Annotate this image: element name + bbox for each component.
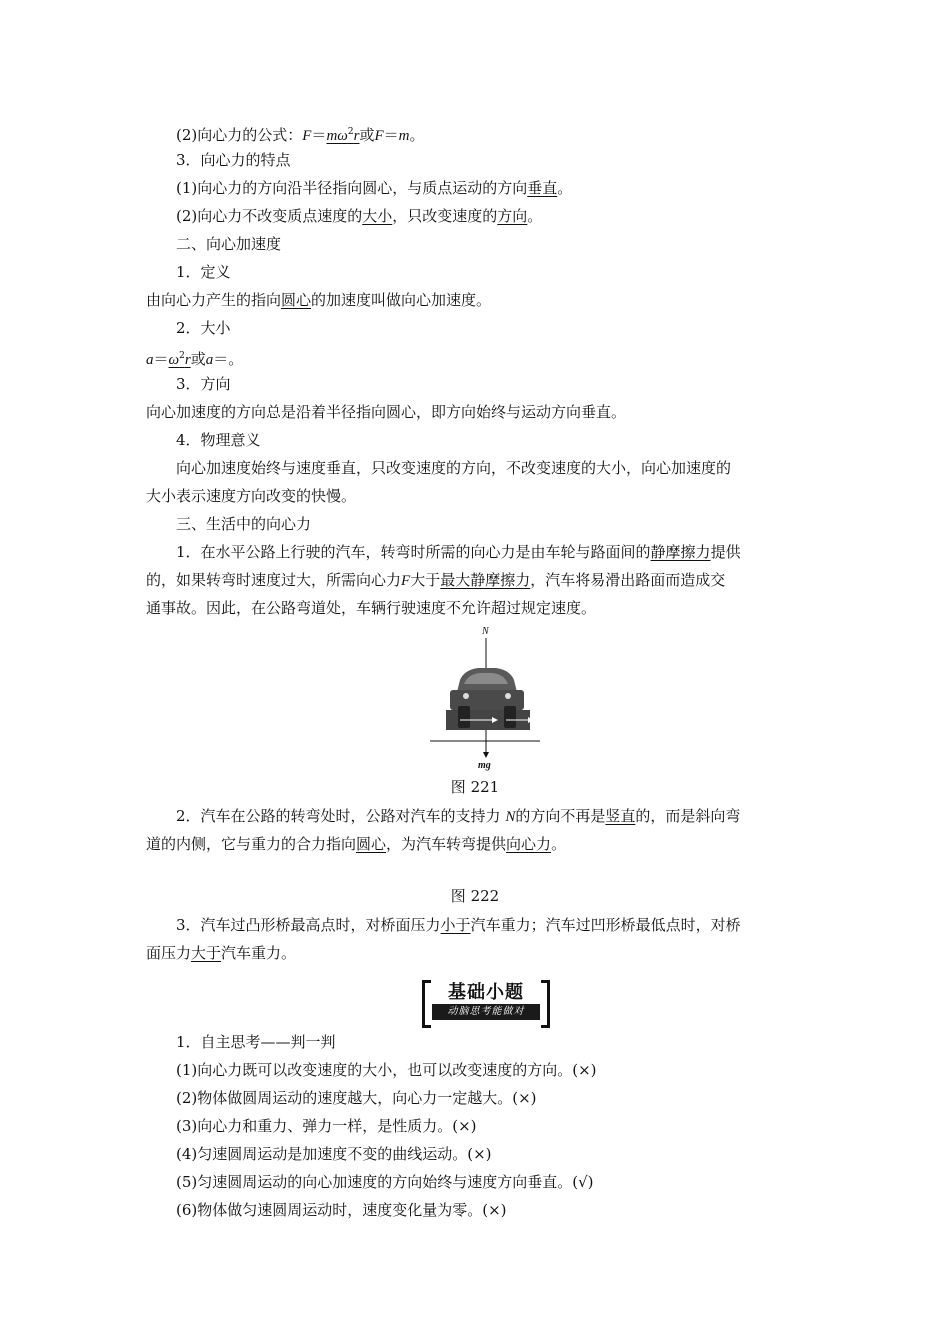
car-force-diagram: [430, 622, 540, 776]
section-heading: 二、向心加速度: [176, 235, 282, 253]
text-line: 由向心力产生的指向圆心的加速度叫做向心加速度。: [146, 291, 492, 309]
section-badge: [422, 980, 550, 1022]
text-line: 大小表示速度方向改变的快慢。: [146, 487, 357, 505]
text-line: 2．汽车在公路的转弯处时，公路对汽车的支持力 N的方向不再是竖直的，而是斜向弯: [176, 807, 741, 825]
figure-caption: 图 221: [450, 778, 500, 796]
judge-item: (5)匀速圆周运动的向心加速度的方向始终与速度方向垂直。(√): [176, 1173, 594, 1191]
text-line: 向心加速度始终与速度垂直，只改变速度的方向，不改变速度的大小，向心加速度的: [176, 459, 732, 477]
text-line: 3．汽车过凸形桥最高点时，对桥面压力小于汽车重力；汽车过凹形桥最低点时，对桥: [176, 916, 741, 934]
question-heading: 1．自主思考——判一判: [176, 1033, 336, 1051]
text-line: (1)向心力的方向沿半径指向圆心，与质点运动的方向垂直。: [176, 179, 573, 197]
badge-subtitle: 动脑思考能做对: [432, 1004, 540, 1020]
subheading: 4．物理意义: [176, 431, 261, 449]
judge-item: (2)物体做圆周运动的速度越大，向心力一定越大。(×): [176, 1089, 537, 1107]
heading-3: 3．向心力的特点: [176, 151, 291, 169]
figure-caption: 图 222: [450, 887, 500, 905]
section-heading: 三、生活中的向心力: [176, 515, 312, 533]
bracket-right: [541, 980, 550, 1028]
formula-line: (2)向心力的公式：$F=m\omega^2r$或F＝m。: [176, 126, 425, 144]
normal-force-label: N: [482, 626, 489, 637]
text-line: 通事故。因此，在公路弯道处，车辆行驶速度不允许超过规定速度。: [146, 599, 597, 617]
formula-line: $a=\omega^2r$或a＝。: [146, 350, 244, 368]
judge-item: (4)匀速圆周运动是加速度不变的曲线运动。(×): [176, 1145, 492, 1163]
text-line: 面压力大于汽车重力。: [146, 944, 297, 962]
badge-title: 基础小题: [432, 982, 540, 1004]
text-line: 的，如果转弯时速度过大，所需向心力F大于最大静摩擦力，汽车将易滑出路面而造成交: [146, 571, 726, 589]
text-line: 道的内侧，它与重力的合力指向圆心，为汽车转弯提供向心力。: [146, 835, 567, 853]
text-line: 向心加速度的方向总是沿着半径指向圆心，即方向始终与运动方向垂直。: [146, 403, 627, 421]
text-line: (2)向心力不改变质点速度的大小，只改变速度的方向。: [176, 207, 543, 225]
judge-item: (1)向心力既可以改变速度的大小，也可以改变速度的方向。(×): [176, 1061, 597, 1079]
judge-item: (3)向心力和重力、弹力一样，是性质力。(×): [176, 1117, 477, 1135]
subheading: 1．定义: [176, 263, 231, 281]
gravity-label: mg: [478, 760, 491, 771]
text-line: 1．在水平公路上行驶的汽车，转弯时所需的向心力是由车轮与路面间的静摩擦力提供: [176, 543, 741, 561]
subheading: 3．方向: [176, 375, 231, 393]
judge-item: (6)物体做匀速圆周运动时，速度变化量为零。(×): [176, 1201, 507, 1219]
subheading: 2．大小: [176, 319, 231, 337]
bracket-left: [422, 980, 431, 1028]
